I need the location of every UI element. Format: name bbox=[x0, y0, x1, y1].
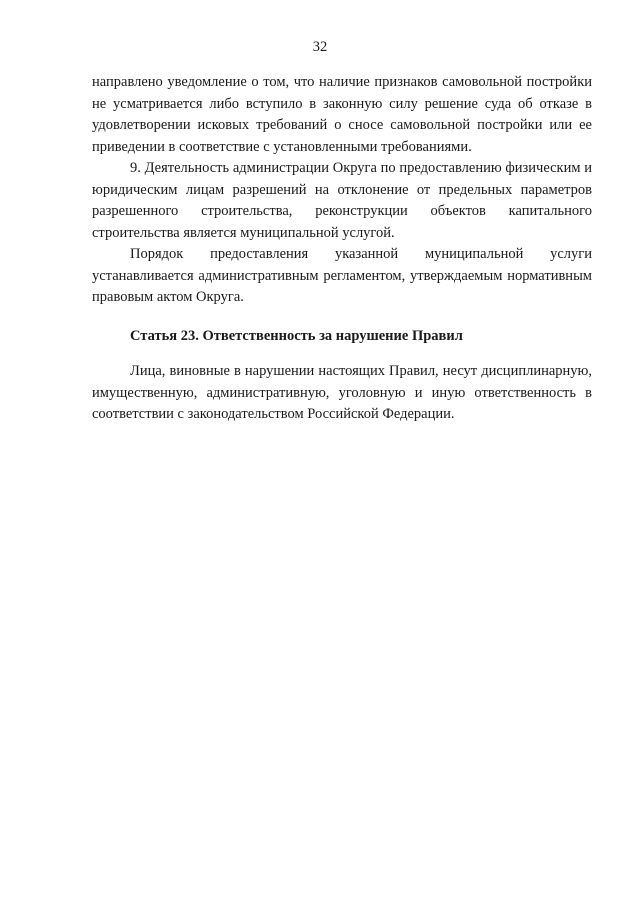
page-number: 32 bbox=[312, 39, 328, 55]
document-body bbox=[92, 72, 592, 426]
paragraph-procedure: Порядок предоставления указанной муниципальной услуги устанавливается административным регламентом, утверждаемым нормативным правовым актом Округа. bbox=[92, 246, 592, 305]
paragraph-continuation: направлено уведомление о том, что наличие признаков самовольной постройки не усматривается либо вступило в законную силу решение суда об отказе в удовлетворении исковых требований о сносе самовольной постройки или ее приведении в соответствие с установленными требованиями. bbox=[92, 74, 592, 155]
paragraph-item-9: 9. Деятельность администрации Округа по предоставлению физическим и юридическим лицам разрешений на отклонение от предельных параметров разрешенного строительства, реконструкции объектов капитального строительства является муниципальной услугой. bbox=[92, 160, 592, 241]
paragraph-liability: Лица, виновные в нарушении настоящих Правил, несут дисциплинарную, имущественную, административную, уголовную и иную ответственность в соответствии с законодательством Российской Федерации. bbox=[92, 363, 592, 422]
article-heading: Статья 23. Ответственность за нарушение Правил bbox=[130, 327, 463, 344]
